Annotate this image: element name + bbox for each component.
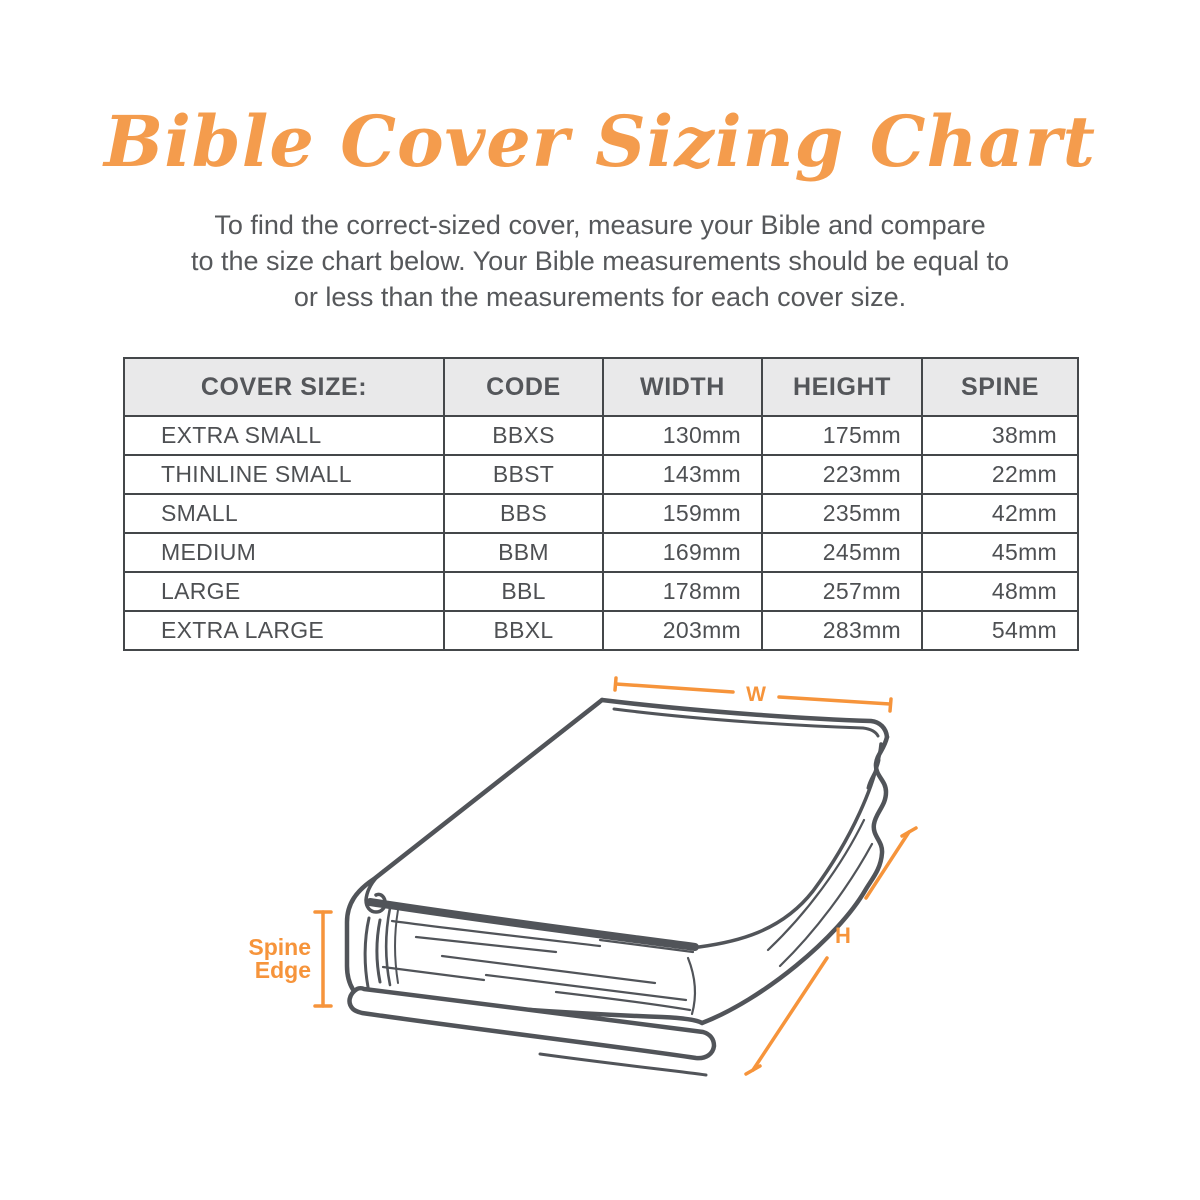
table-row (124, 494, 1078, 533)
column-header-width: WIDTH (603, 358, 762, 416)
cell-height: 283mm (762, 611, 922, 650)
cell-height: 245mm (762, 533, 922, 572)
cell-height: 235mm (762, 494, 922, 533)
cell-size: SMALL (124, 494, 444, 533)
book-drawing (347, 700, 887, 1075)
cell-size: THINLINE SMALL (124, 455, 444, 494)
intro-line: or less than the measurements for each cover size. (293, 282, 907, 312)
column-header-code: CODE (444, 358, 603, 416)
cell-code: BBS (444, 494, 603, 533)
cell-spine: 45mm (922, 533, 1078, 572)
intro-line: To find the correct-sized cover, measure your Bible and compare (214, 210, 986, 240)
cell-width: 178mm (603, 572, 762, 611)
table-row (124, 533, 1078, 572)
cell-spine: 42mm (922, 494, 1078, 533)
cell-size: EXTRA SMALL (124, 416, 444, 455)
book-illustration (0, 640, 1200, 1160)
intro-line: to the size chart below. Your Bible measurements should be equal to (190, 246, 1009, 276)
cell-width: 143mm (603, 455, 762, 494)
intro-text (0, 207, 1200, 315)
cell-spine: 38mm (922, 416, 1078, 455)
cell-spine: 22mm (922, 455, 1078, 494)
cell-size: LARGE (124, 572, 444, 611)
cell-width: 130mm (603, 416, 762, 455)
cell-code: BBM (444, 533, 603, 572)
sizing-table (123, 357, 1079, 651)
column-header-spine: SPINE (922, 358, 1078, 416)
spine-edge-dimension-line (315, 912, 331, 1006)
table-row (124, 572, 1078, 611)
cell-code: BBXS (444, 416, 603, 455)
width-dimension-tick-right (890, 699, 891, 711)
cell-width: 169mm (603, 533, 762, 572)
height-dimension-label: H (835, 923, 851, 948)
page-title: Bible Cover Sizing Chart (104, 100, 1096, 183)
spine-edge-label: Edge (254, 957, 311, 983)
spine-edge-label: Spine (248, 934, 311, 960)
table-header-row (124, 358, 1078, 416)
cell-code: BBXL (444, 611, 603, 650)
table-row (124, 455, 1078, 494)
cell-spine: 54mm (922, 611, 1078, 650)
cell-height: 175mm (762, 416, 922, 455)
cell-size: EXTRA LARGE (124, 611, 444, 650)
cell-width: 203mm (603, 611, 762, 650)
width-dimension-label: W (746, 683, 766, 706)
cell-width: 159mm (603, 494, 762, 533)
cell-height: 257mm (762, 572, 922, 611)
cell-size: MEDIUM (124, 533, 444, 572)
cell-code: BBL (444, 572, 603, 611)
cell-code: BBST (444, 455, 603, 494)
cell-height: 223mm (762, 455, 922, 494)
column-header-cover-size: COVER SIZE: (124, 358, 444, 416)
cell-spine: 48mm (922, 572, 1078, 611)
column-header-height: HEIGHT (762, 358, 922, 416)
table-row (124, 416, 1078, 455)
